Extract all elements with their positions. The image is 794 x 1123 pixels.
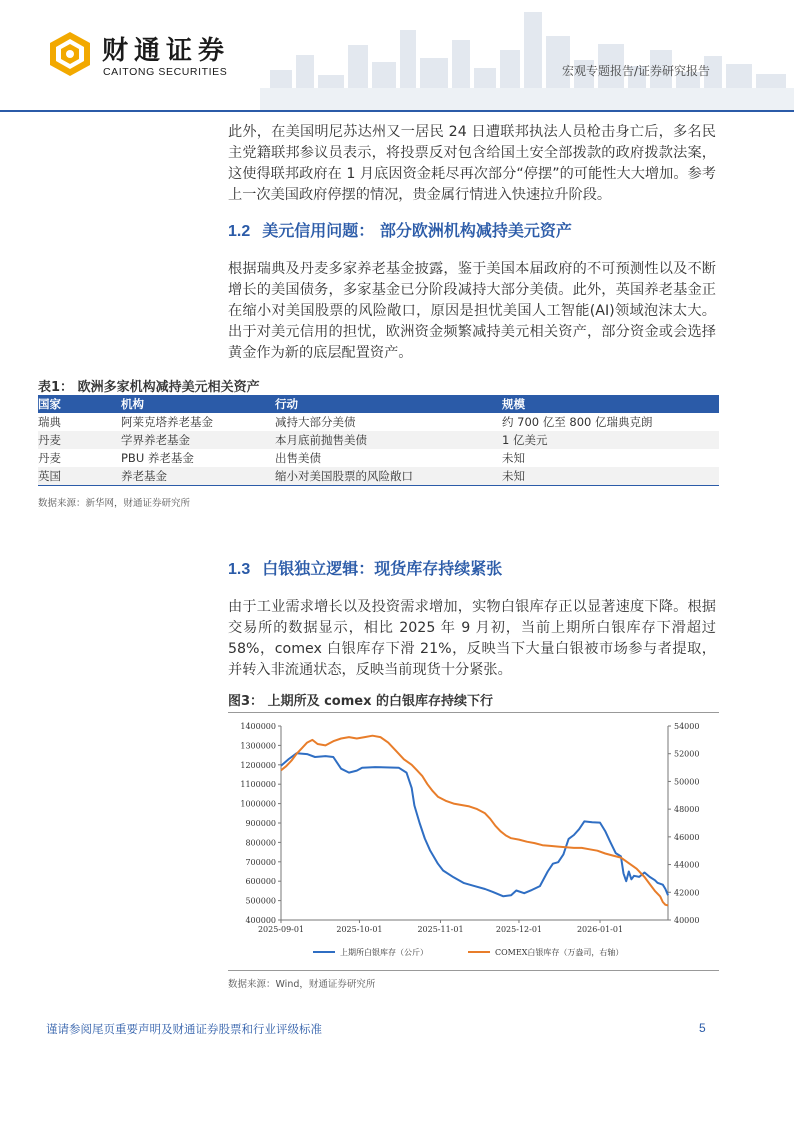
section-number: 1.3 [228, 561, 251, 578]
section-number: 1.2 [228, 223, 251, 240]
column-header-country: 国家 [38, 395, 121, 413]
y-right-tick-label: 54000 [674, 722, 700, 731]
table-cell: 1 亿美元 [502, 431, 719, 449]
table-cell: 本月底前抛售美债 [275, 431, 502, 449]
y-left-tick-label: 600000 [245, 877, 276, 887]
y-left-tick-label: 1300000 [240, 741, 276, 751]
page-header [0, 0, 794, 112]
table-row [38, 431, 719, 449]
x-tick-label: 2025-12-01 [495, 925, 543, 934]
table-cell: 未知 [502, 467, 719, 486]
table-cell: 减持大部分美债 [275, 415, 356, 429]
table-cell: 缩小对美国股票的风险敞口 [275, 467, 502, 486]
paragraph-government-shutdown: 此外，在美国明尼苏达州又一居民 24 日遭联邦执法人员枪击身亡后，多名民主党籍联邦参议员表示，将投票反对包含给国土安全部拨款的政府拨款法案，这使得联邦政府在 1 月底因资金耗尽再次部分“停摆”的可能性大大增加。参考上一次美国政府停摆的情况，贵金属行情进入快速拉升阶段。 [228, 124, 716, 203]
column-header-institution: 机构 [121, 395, 275, 413]
y-left-tick-label: 400000 [245, 916, 276, 925]
header-divider [0, 110, 794, 112]
section-title: 美元信用问题： 部分欧洲机构减持美元资产 [262, 221, 572, 240]
x-tick-label: 2025-11-01 [417, 925, 464, 934]
section-heading-1-3 [228, 556, 502, 579]
x-tick-label: 2026-01-01 [576, 925, 624, 934]
table-cell: PBU 养老基金 [121, 451, 194, 465]
table-source-note: 数据来源：新华网，财通证券研究所 [38, 498, 191, 509]
table-row [38, 467, 719, 486]
y-right-tick-label: 46000 [674, 832, 700, 842]
table-row [38, 413, 719, 431]
y-left-tick-label: 1200000 [240, 760, 276, 770]
table-cell: 养老基金 [121, 467, 275, 486]
figure-bottom-rule [228, 970, 719, 971]
section-heading-1-2 [228, 218, 572, 241]
shfe-silver-line [281, 753, 668, 896]
table-header-row [38, 395, 719, 413]
y-right-tick-label: 52000 [674, 749, 700, 759]
figure-source-note: 数据来源：Wind，财通证券研究所 [228, 979, 376, 990]
company-name-en: CAITONG SECURITIES [103, 66, 228, 78]
caitong-logo [46, 30, 94, 78]
y-left-tick-label: 500000 [245, 896, 276, 906]
company-name-cn: 财通证券 [102, 36, 231, 66]
figure-top-rule [228, 712, 719, 713]
paragraph-silver-inventory: 由于工业需求增长以及投资需求增加，实物白银库存正以显著速度下降。根据交易所的数据显示，相比 2025 年 9 月初，当前上期所白银库存下滑超过 58%，comex 白银库存下滑 21%，反映当下大量白银被市场参与者提取，并转入非流通状态，反映当前现货十分紧张。 [228, 599, 716, 678]
y-right-tick-label: 44000 [674, 860, 700, 870]
legend-label: 上期所白银库存（公斤） [340, 948, 428, 957]
holdings-table [38, 395, 719, 486]
table-cell: 学界养老基金 [121, 431, 275, 449]
y-right-tick-label: 48000 [674, 805, 700, 815]
y-right-tick-label: 42000 [674, 888, 700, 898]
x-tick-label: 2025-09-01 [257, 925, 305, 934]
y-left-tick-label: 1000000 [240, 799, 276, 809]
silver-inventory-chart [228, 714, 719, 968]
city-skyline-graphic [260, 0, 794, 110]
figure-caption: 图3： 上期所及 comex 的白银库存持续下行 [228, 694, 494, 709]
column-header-scale: 规模 [502, 395, 719, 413]
table-cell: 丹麦 [38, 451, 61, 465]
table-row [38, 449, 719, 467]
table-cell: 英国 [38, 467, 121, 486]
table-caption: 表1： 欧洲多家机构减持美元相关资产 [38, 380, 260, 395]
paragraph-european-pension-funds: 根据瑞典及丹麦多家养老基金披露，鉴于美国本届政府的不可预测性以及不断增长的美国债务，多家基金已分阶段减持大部分美债。此外，英国养老基金正在缩小对美国股票的风险敞口，原因是担忧美国人工智能(AI)领域泡沫太大。出于对美元信用的担忧，欧洲资金频繁减持美元相关资产，部分资金或会选择黄金作为新的底层配置资产。 [228, 261, 716, 361]
comex-silver-line [281, 736, 668, 906]
column-header-action: 行动 [275, 395, 502, 413]
report-type-label: 宏观专题报告/证券研究报告 [561, 64, 710, 78]
table-cell: 出售美债 [275, 451, 321, 465]
section-title: 白银独立逻辑：现货库存持续紧张 [262, 559, 503, 578]
y-left-tick-label: 900000 [245, 819, 276, 828]
y-left-tick-label: 700000 [245, 857, 276, 867]
y-left-tick-label: 1400000 [240, 722, 276, 731]
y-left-tick-label: 1100000 [240, 780, 276, 790]
table-cell: 约 700 亿至 800 亿瑞典克朗 [502, 415, 653, 429]
y-left-tick-label: 800000 [245, 838, 276, 848]
table-cell: 阿莱克塔养老基金 [121, 415, 213, 429]
x-tick-label: 2025-10-01 [336, 925, 383, 934]
y-right-tick-label: 40000 [674, 916, 700, 925]
footer-disclaimer: 谨请参阅尾页重要声明及财通证券股票和行业评级标准 [46, 1022, 322, 1036]
table-cell: 丹麦 [38, 431, 121, 449]
table-cell: 未知 [502, 451, 525, 465]
page-number: 5 [699, 1021, 706, 1035]
table-cell: 瑞典 [38, 415, 61, 429]
y-right-tick-label: 50000 [674, 777, 700, 787]
legend-label: COMEX白银库存（万盎司，右轴） [495, 948, 624, 957]
